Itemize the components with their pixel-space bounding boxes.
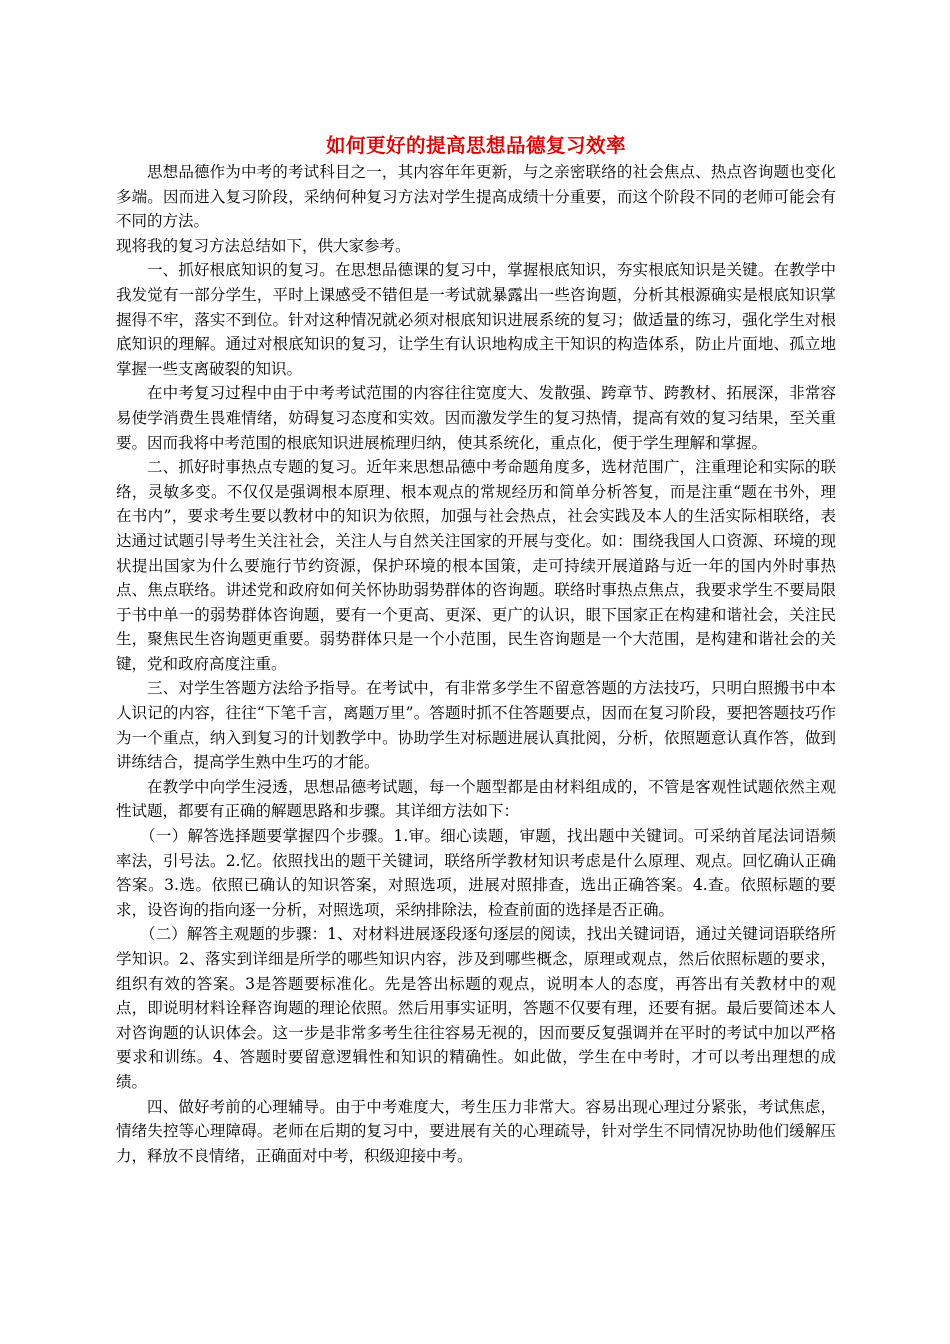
paragraph-subjective-steps: （二）解答主观题的步骤：1、对材料进展逐段逐句逐层的阅读，找出关键词语，通过关键词语联络所学知识。2、落实到详细是所学的哪些知识内容，涉及到哪些概念，原理或观点，然后依照标题的要求，组织有效的答案。3是答题要标准化。先是答出标题的观点，说明本人的态度，再答出有关教材中的观点，即说明材料诠释咨询题的理论依照。然后用事实证明，答题不仅要有理，还要有据。最后要简述本人对咨询题的认识体会。这一步是非常多考生往往容易无视的，因而要反复强调并在平时的考试中加以严格要求和训练。4、答题时要留意逻辑性和知识的精确性。如此做，学生在中考时，才可以考出理想的成绩。 [116,925,836,1091]
paragraph-section-3: 三、对学生答题方法给予指导。在考试中，有非常多学生不留意答题的方法技巧，只明白照搬书中本人识记的内容，往往“下笔千言，离题万里”。答题时抓不住答题要点，因而在复习阶段，要把答题技巧作为一个重点，纳入到复习的计划教学中。协助学生对标题进展认真批阅，分析，依照题意认真作答，做到讲练结合，提高学生熟中生巧的才能。 [116,679,836,772]
document-title: 如何更好的提高思想品德复习效率 [325,134,626,157]
paragraph-intro: 思想品德作为中考的考试科目之一，其内容年年更新，与之亲密联络的社会焦点、热点咨询题也变化多端。因而进入复习阶段，采纳何种复习方法对学生提高成绩十分重要，而这个阶段不同的老师可能会有不同的方法。 [116,163,836,231]
paragraph-section-3-method: 在教学中向学生浸透，思想品德考试题，每一个题型都是由材料组成的，不管是客观性试题依然主观性试题，都要有正确的解题思路和步骤。其详细方法如下： [116,777,836,821]
paragraph-section-4: 四、做好考前的心理辅导。由于中考难度大，考生压力非常大。容易出现心理过分紧张，考试焦虑，情绪失控等心理障碍。老师在后期的复习中，要进展有关的心理疏导，针对学生不同情况协助他们缓解压力，释放不良情绪，正确面对中考，积级迎接中考。 [116,1097,836,1165]
document-page [116,132,836,1168]
paragraph-section-1: 一、抓好根底知识的复习。在思想品德课的复习中，掌握根底知识，夯实根底知识是关键。在教学中我发觉有一部分学生，平时上课感受不错但是一考试就暴露出一些咨询题，分析其根源确实是根底知识掌握得不牢，落实不到位。针对这种情况就必须对根底知识进展系统的复习；做适量的练习，强化学生对根底知识的理解。通过对根底知识的复习，让学生有认识地构成主干知识的构造体系，防止片面地、孤立地掌握一些支离破裂的知识。 [116,261,836,378]
paragraph-section-1-detail: 在中考复习过程中由于中考考试范围的内容往往宽度大、发散强、跨章节、跨教材、拓展深，非常容易使学消费生畏难情绪，妨碍复习态度和实效。因而激发学生的复习热情，提高有效的复习结果，至关重要。因而我将中考范围的根底知识进展梳理归纳，使其系统化，重点化，便于学生理解和掌握。 [116,384,836,452]
paragraph-multiple-choice-steps: （一）解答选择题要掌握四个步骤。1.审。细心读题，审题，找出题中关键词。可采纳首尾法词语频率法，引号法。2.忆。依照找出的题干关键词，联络所学教材知识考虑是什么原理、观点。回忆确认正确答案。3.选。依照已确认的知识答案，对照选项，进展对照排查，选出正确答案。4.查。依照标题的要求，设咨询的指向逐一分析，对照选项，采纳排除法，检查前面的选择是否正确。 [116,827,836,919]
paragraph-summary-note: 现将我的复习方法总结如下，供大家参考。 [116,236,411,255]
paragraph-section-2: 二、抓好时事热点专题的复习。近年来思想品德中考命题角度多，选材范围广，注重理论和实际的联络，灵敏多变。不仅仅是强调根本原理、根本观点的常规经历和简单分析答复，而是注重“题在书外，理在书内”，要求考生要以教材中的知识为依照，加强与社会热点，社会实践及本人的生活实际相联络，表达通过试题引导考生关注社会，关注人与自然关注国家的开展与变化。如：围绕我国人口资源、环境的现状提出国家为什么要施行节约资源，保护环境的根本国策，走可持续开展道路与近一年的国内外时事热点、焦点联络。讲述党和政府如何关怀协助弱势群体的咨询题。联络时事热点焦点，我要求学生不要局限于书中单一的弱势群体咨询题，要有一个更高、更深、更广的认识，眼下国家正在构建和谐社会，关注民生，聚焦民生咨询题更重要。弱势群体只是一个小范围，民生咨询题是一个大范围，是构建和谐社会的关键，党和政府高度注重。 [116,458,836,673]
